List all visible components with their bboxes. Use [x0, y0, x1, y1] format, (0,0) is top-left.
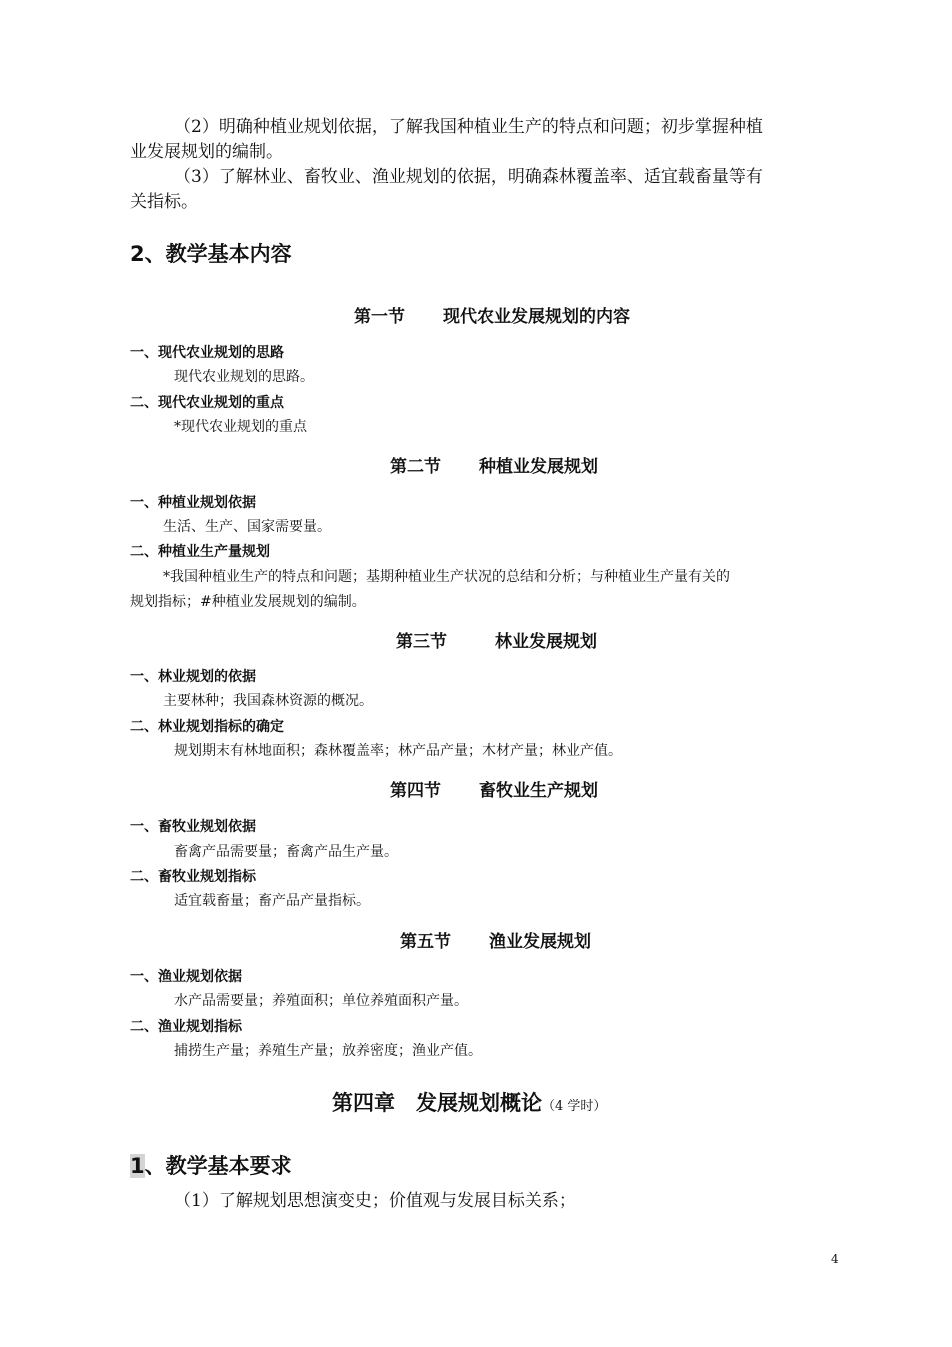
page-number: 4: [831, 1252, 839, 1266]
section-3-item-1-heading: 一、林业规划的依据: [130, 669, 256, 685]
section-5-item-2-heading: 二、渔业规划指标: [130, 1019, 242, 1035]
section-1-number: 第一节: [354, 307, 405, 327]
section-4-heading: [390, 776, 598, 801]
section-2-item-2-text-line-1: *我国种植业生产的特点和问题；基期种植业生产状况的总结和分析；与种植业生产量有关的: [163, 569, 730, 585]
section-2-item-2-heading: 二、种植业生产量规划: [130, 544, 270, 560]
requirements-paragraph-1: （1）了解规划思想演变史；价值观与发展目标关系；: [174, 1191, 576, 1211]
heading-teaching-content: 2、教学基本内容: [130, 242, 292, 266]
section-3-item-2-text: 规划期末有林地面积；森林覆盖率；林产品产量；木材产量；林业产值。: [174, 743, 622, 759]
paragraph-3-line-1: （3）了解林业、畜牧业、渔业规划的依据，明确森林覆盖率、适宜载畜量等有: [174, 167, 763, 187]
section-2-item-1-text: 生活、生产、国家需要量。: [163, 519, 331, 535]
heading-teaching-requirements: [130, 1150, 292, 1180]
section-4-item-1-text: 畜禽产品需要量；畜禽产品生产量。: [174, 844, 398, 860]
section-4-number: 第四节: [390, 781, 441, 801]
section-5-item-2-text: 捕捞生产量；养殖生产量；放养密度；渔业产值。: [174, 1043, 482, 1059]
paragraph-3-line-2: 关指标。: [130, 192, 198, 212]
section-3-item-2-heading: 二、林业规划指标的确定: [130, 719, 284, 735]
section-5-item-1-text: 水产品需要量；养殖面积；单位养殖面积产量。: [174, 993, 468, 1009]
paragraph-2-line-2: 业发展规划的编制。: [130, 142, 283, 162]
section-3-item-1-text: 主要林种；我国森林资源的概况。: [163, 693, 373, 709]
section-3-heading: [396, 627, 597, 652]
chapter-hours-note: （4 学时）: [542, 1099, 607, 1114]
section-2-number: 第二节: [390, 457, 441, 477]
section-1-item-2-heading: 二、现代农业规划的重点: [130, 395, 284, 411]
section-1-item-1-heading: 一、现代农业规划的思路: [130, 345, 284, 361]
section-2-item-1-heading: 一、种植业规划依据: [130, 495, 256, 511]
section-4-item-1-heading: 一、畜牧业规划依据: [130, 819, 256, 835]
section-1-title: 现代农业发展规划的内容: [443, 307, 630, 327]
requirements-heading-text: 、教学基本要求: [144, 1154, 292, 1178]
section-1-heading: [354, 302, 630, 327]
section-5-number: 第五节: [400, 932, 451, 952]
section-4-title: 畜牧业生产规划: [479, 781, 598, 801]
section-5-item-1-heading: 一、渔业规划依据: [130, 969, 242, 985]
section-2-heading: [390, 452, 598, 477]
section-4-item-2-text: 适宜载畜量；畜产品产量指标。: [174, 893, 370, 909]
section-4-item-2-heading: 二、畜牧业规划指标: [130, 869, 256, 885]
section-3-number: 第三节: [396, 632, 447, 652]
section-5-title: 渔业发展规划: [489, 932, 591, 952]
requirements-number: 1: [130, 1154, 145, 1178]
section-2-title: 种植业发展规划: [479, 457, 598, 477]
chapter-title: 第四章 发展规划概论: [332, 1091, 542, 1115]
section-1-item-2-text: *现代农业规划的重点: [174, 419, 307, 435]
paragraph-2-line-1: （2）明确种植业规划依据，了解我国种植业生产的特点和问题；初步掌握种植: [174, 117, 763, 137]
section-5-heading: [400, 927, 591, 952]
chapter-heading: [332, 1087, 606, 1117]
section-3-title: 林业发展规划: [495, 632, 597, 652]
section-2-item-2-text-line-2: 规划指标；#种植业发展规划的编制。: [130, 594, 366, 610]
section-1-item-1-text: 现代农业规划的思路。: [174, 369, 314, 385]
